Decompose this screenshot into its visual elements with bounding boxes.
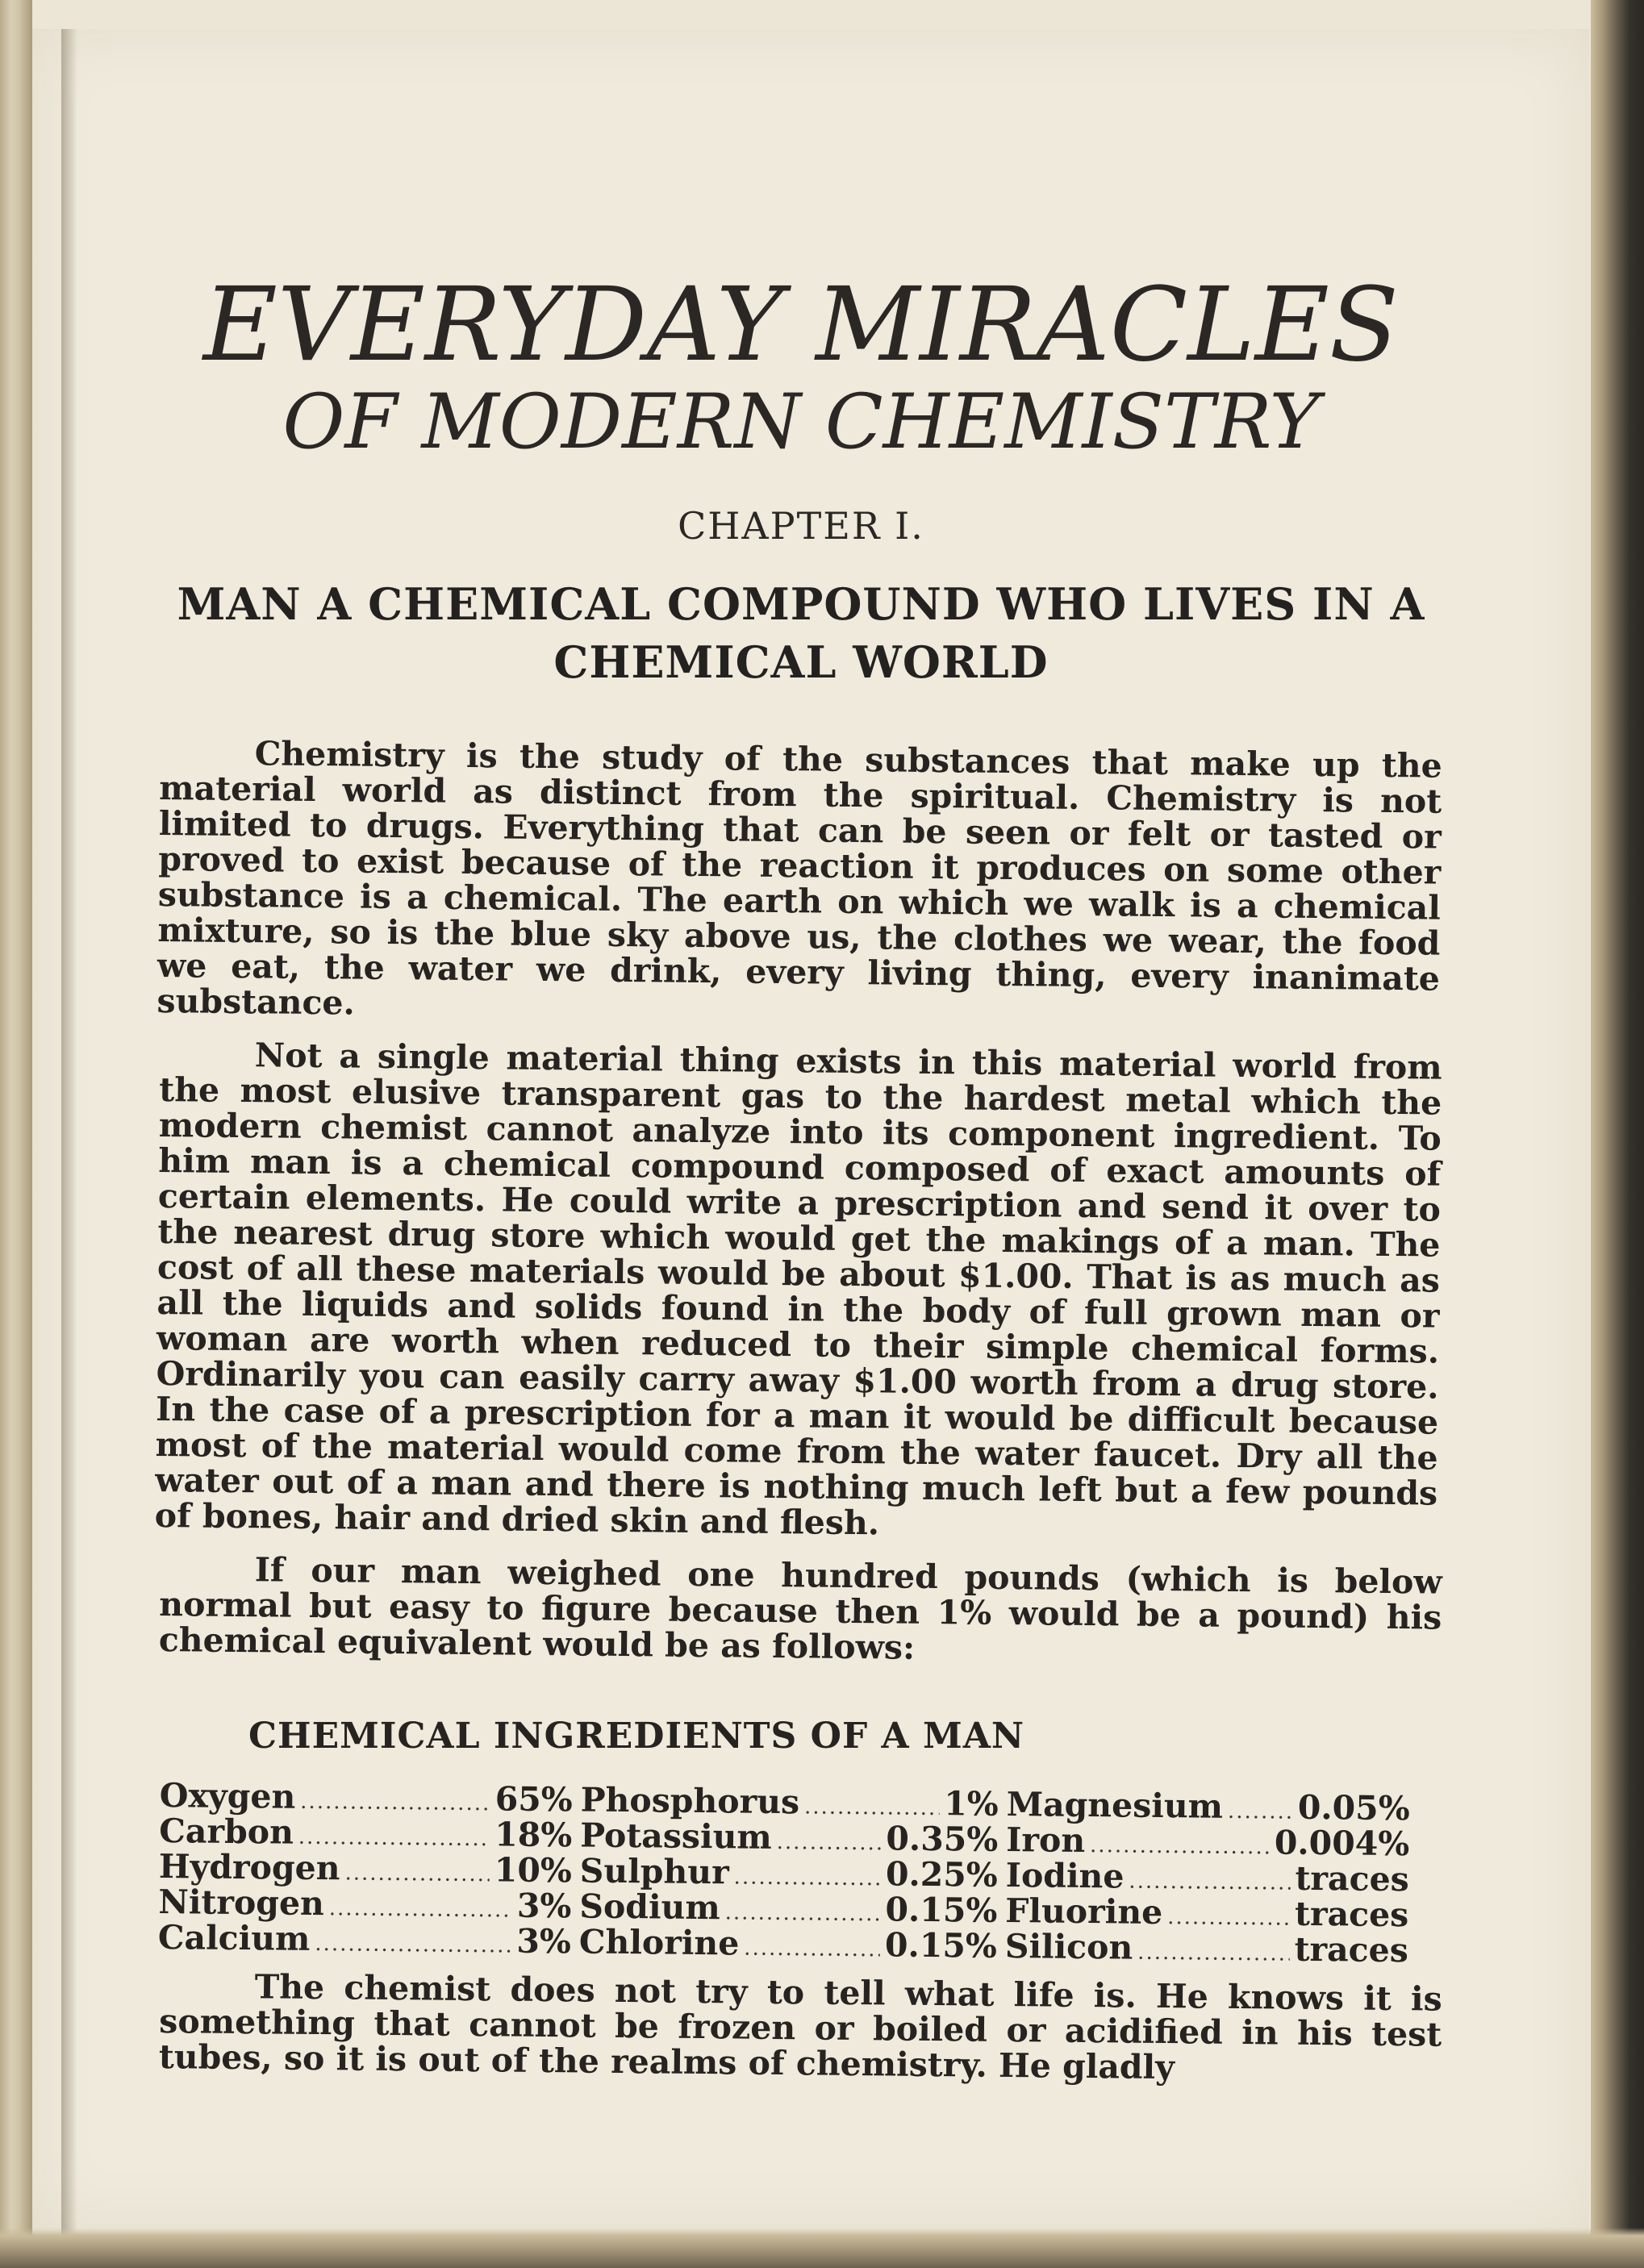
ingredient-name: Iodine xyxy=(1005,1856,1125,1896)
ingredient-value: 0.15% xyxy=(884,1925,998,1966)
leader-dots xyxy=(315,1926,511,1964)
ingredient-name: Hydrogen xyxy=(158,1847,340,1888)
ingredient-value: 10% xyxy=(494,1850,573,1891)
ingredient-value: 3% xyxy=(516,1887,572,1926)
leader-dots xyxy=(344,1856,490,1893)
ingredient-name: Iron xyxy=(1006,1820,1086,1861)
ingredient-value: 0.05% xyxy=(1297,1788,1410,1828)
ingredient-value: 0.15% xyxy=(885,1890,998,1931)
paragraph: Not a single material thing exists in this material world from the most elusive transparent gas to the hardest metal which the modern chemist cannot analyze into its component ingredient. To him man is a chemical compound composed of exact amounts of certain elements. He could write a prescription and send it over to the nearest drug store which would get the makings of a man. The cost of all these materials would be about $1.00. That is as much as all the liquids and solids found in the body of full grown man or woman are worth when reduced to their simple chemical forms. Ordinarily you can easily carry away $1.00 worth from a drug store. In the case of a prescription for a man it would be difficult because most of the material would come from the water faucet. Dry all the water out of a man and there is nothing much left but a few pounds of bones, hair and dried skin and flesh. xyxy=(154,1036,1442,1543)
ingredient-value: 0.35% xyxy=(886,1819,999,1860)
leader-dots xyxy=(776,1824,881,1861)
ingredient-name: Sulphur xyxy=(579,1851,729,1892)
ingredients-column xyxy=(579,1782,999,1964)
chapter-title-line: MAN A CHEMICAL COMPOUND WHO LIVES IN A xyxy=(177,578,1425,631)
ingredient-value: 18% xyxy=(494,1815,573,1855)
ingredient-value: 3% xyxy=(516,1922,572,1962)
ingredient-value: 0.25% xyxy=(885,1854,999,1895)
ingredient-value: 1% xyxy=(943,1784,999,1824)
leader-dots xyxy=(733,1860,881,1897)
ingredient-name: Potassium xyxy=(580,1816,773,1857)
facing-page-edge xyxy=(0,0,32,2268)
paragraph: Chemistry is the study of the substances that make up the material world as distinct from the spiritual. Chemistry is not limited to drugs. Everything that can be seen or felt or tasted or proved to exist because of the reaction it produces on some other substance is a chemical. The earth on which we walk is a chemical mixture, so is the blue sky above us, the clothes we wear, the food we eat, the water we drink, every living thing, every inanimate substance. xyxy=(156,734,1442,1023)
leader-dots xyxy=(329,1891,512,1928)
ingredient-name: Nitrogen xyxy=(158,1882,325,1924)
leader-dots xyxy=(744,1931,880,1968)
chapter-title-line: CHEMICAL WORLD xyxy=(553,636,1049,689)
ingredient-value: traces xyxy=(1294,1895,1409,1935)
ingredient-row xyxy=(1005,1928,1408,1968)
page-text xyxy=(154,265,1442,2087)
page-stack-edge xyxy=(1591,0,1644,2268)
page-bottom-edge xyxy=(0,2228,1644,2268)
leader-dots xyxy=(1137,1935,1290,1972)
leader-dots xyxy=(724,1895,880,1932)
ingredient-value: 0.004% xyxy=(1274,1823,1410,1864)
book-title: EVERYDAY MIRACLES xyxy=(202,265,1400,384)
book-subtitle: OF MODERN CHEMISTRY xyxy=(282,378,1320,466)
ingredient-name: Oxygen xyxy=(159,1776,296,1817)
ingredient-name: Calcium xyxy=(157,1918,311,1959)
ingredients-column xyxy=(157,1776,573,1962)
ingredient-value: traces xyxy=(1295,1859,1410,1899)
ingredient-row xyxy=(579,1924,997,1964)
ingredient-name: Magnesium xyxy=(1006,1785,1224,1827)
ingredients-table xyxy=(158,1778,1442,1969)
paragraph: If our man weighed one hundred pounds (which is below normal but easy to figure because then 1% would be a pound) his chemical equivalent would be as follows: xyxy=(158,1550,1442,1668)
ingredient-name: Phosphorus xyxy=(580,1780,800,1822)
gutter-shadow xyxy=(61,29,77,2268)
ingredient-name: Chlorine xyxy=(578,1922,740,1963)
chapter-title xyxy=(160,575,1442,691)
ingredient-name: Carbon xyxy=(159,1811,294,1853)
ingredient-value: traces xyxy=(1294,1930,1409,1970)
ingredients-column xyxy=(1005,1786,1410,1968)
ingredient-name: Sodium xyxy=(579,1887,720,1928)
paragraph: The chemist does not try to tell what life is. He knows it is something that cannot be frozen or boiled or acidified in his test tubes, so it is out of the realms of chemistry. He gladly xyxy=(158,1967,1442,2087)
ingredient-name: Fluorine xyxy=(1005,1891,1163,1932)
ingredient-value: 65% xyxy=(494,1779,573,1820)
ingredient-name: Silicon xyxy=(1004,1927,1133,1968)
leader-dots xyxy=(1167,1899,1290,1937)
ingredients-table-title: CHEMICAL INGREDIENTS OF A MAN xyxy=(248,1716,1025,1757)
leader-dots xyxy=(300,1784,490,1821)
chapter-label: CHAPTER I. xyxy=(678,504,924,548)
